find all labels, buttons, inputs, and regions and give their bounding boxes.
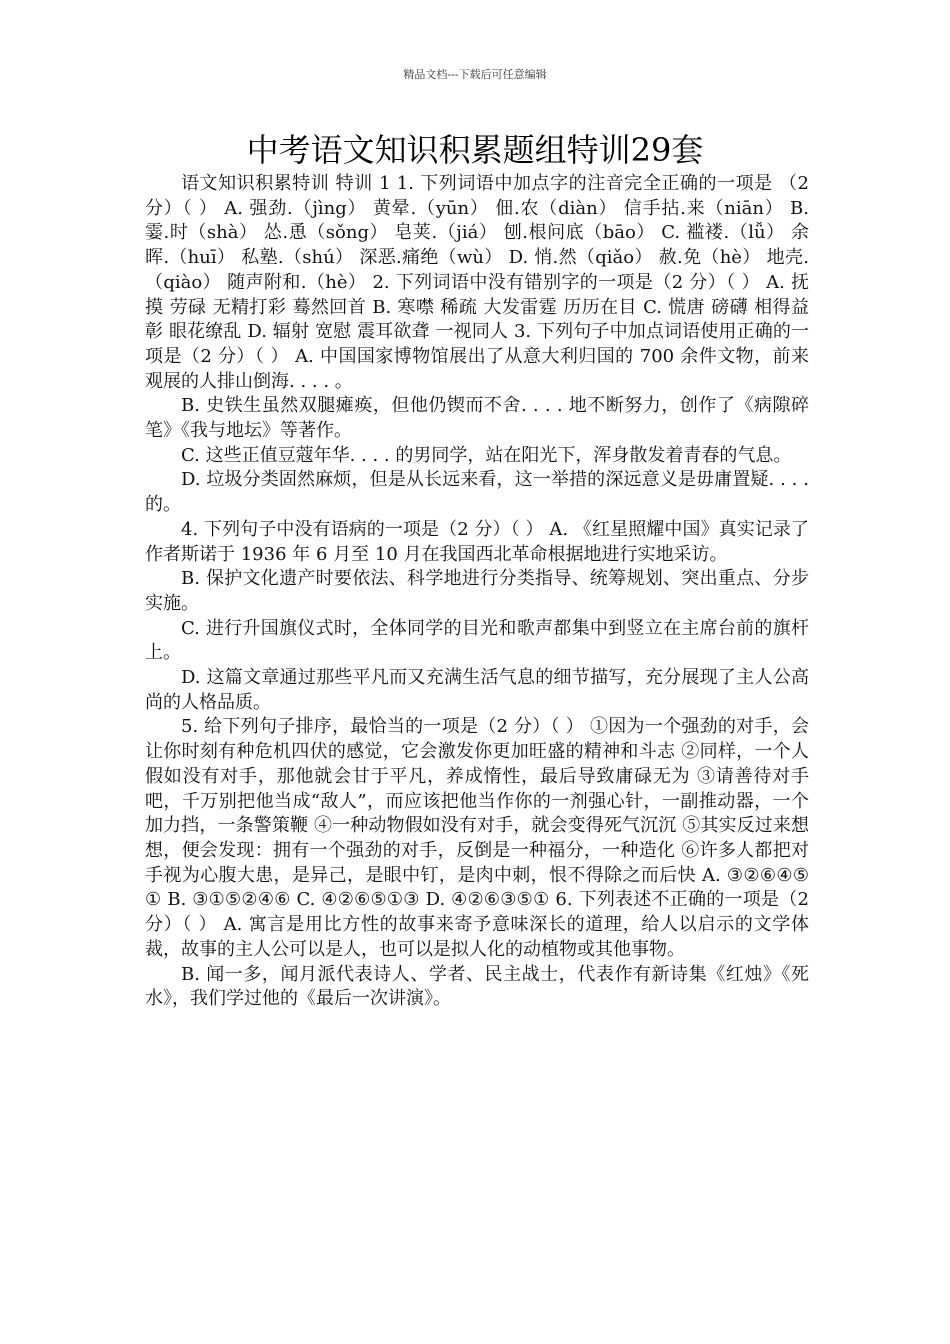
paragraph-2: B. 史铁生虽然双腿瘫痪，但他仍锲而不舍. . . . 地不断努力，创作了《病隙碎笔》《我与地坛》等著作。 [145, 395, 809, 442]
paragraph-10: B. 闻一多，闻月派代表诗人、学者、民主战士，代表作有新诗集《红烛》《死水》，我们学过他的《最后一次讲演》。 [145, 963, 809, 1010]
paragraph-3: C. 这些正值豆蔻年华. . . . 的男同学，站在阳光下，浑身散发着青春的气息。 [181, 444, 792, 466]
paragraph-4: D. 垃圾分类固然麻烦，但是从长远来看，这一举措的深远意义是毋庸置疑. . . . 的。 [145, 469, 809, 516]
paragraph-8: D. 这篇文章通过那些平凡而又充满生活气息的细节描写，充分展现了主人公高尚的人格品质。 [145, 667, 809, 713]
paragraph-7: C. 进行升国旗仪式时，全体同学的目光和歌声都集中到竖立在主席台前的旗杆上。 [145, 617, 809, 664]
paragraph-6: B. 保护文化遗产时要依法、科学地进行分类指导、统筹规划、突出重点、分步实施。 [145, 568, 809, 614]
paragraph-5: 4. 下列句子中没有语病的一项是（2 分）（ ） A. 《红星照耀中国》真实记录了作者斯诺于 1936 年 6 月至 10 月在我国西北革命根据地进行实地采访。 [145, 518, 809, 565]
document-body [145, 172, 809, 1012]
document-title: 中考语文知识积累题组特训29套 [246, 131, 704, 169]
paragraph-1: 语文知识积累特训 特训 1 1. 下列词语中加点字的注音完全正确的一项是 （2 分）（ ） A. 强劲.（jìng） 黄晕.（yūn） 佃.农（diàn） 信手拈.来（niān） B. 霎.时（shà） 怂.恿（sǒng） 皂荚.（jiá） 刨.根问底（bāo） C. 褴褛.（lǚ） 余晖.（huī） 私塾.（shú） 深恶.痛绝（wù） D. 悄.然（qiǎo） 赦.免（hè） 地壳.（qiào） 随声附和.（hè） 2. 下列词语中没有错别字的一项是（2 分）（ ） A. 抚摸 劳碌 无精打彩 蓦然回首 B. 寒噤 稀疏 大发雷霆 历历在目 C. 慌唐 磅礴 相得益彰 眼花缭乱 D. 辐射 宽慰 震耳欲聋 一视同人 3. 下列句子中加点词语使用正确的一项是（2 分）（ ） A. 中国国家博物馆展出了从意大利归国的 700 余件文物，前来观展的人排山倒海. . . . 。 [145, 173, 809, 392]
paragraph-9: 5. 给下列句子排序，最恰当的一项是（2 分）（ ） ①因为一个强劲的对手，会让你时刻有种危机四伏的感觉，它会激发你更加旺盛的精神和斗志 ②同样，一个人假如没有对手，那他就会甘于平凡，养成惰性，最后导致庸碌无为 ③请善待对手吧，千万别把他当成“敌人”，而应该把他当作你的一剂强心针，一副推动器，一个加力挡，一条警策鞭 ④一种动物假如没有对手，就会变得死气沉沉 ⑤其实反过来想想，便会发现：拥有一个强劲的对手，反倒是一种福分，一种造化 ⑥许多人都把对手视为心腹大患，是异己，是眼中钉，是肉中刺，恨不得除之而后快 A. ③②⑥④⑤① B. ③①⑤②④⑥ C. ④②⑥⑤①③ D. ④②⑥③⑤① 6. 下列表述不正确的一项是（2 分）（ ） A. 寓言是用比方性的故事来寄予意味深长的道理，给人以启示的文学体裁，故事的主人公可以是人，也可以是拟人化的动植物或其他事物。 [145, 716, 809, 960]
page-header: 精品文档---下载后可任意编辑 [403, 68, 547, 81]
